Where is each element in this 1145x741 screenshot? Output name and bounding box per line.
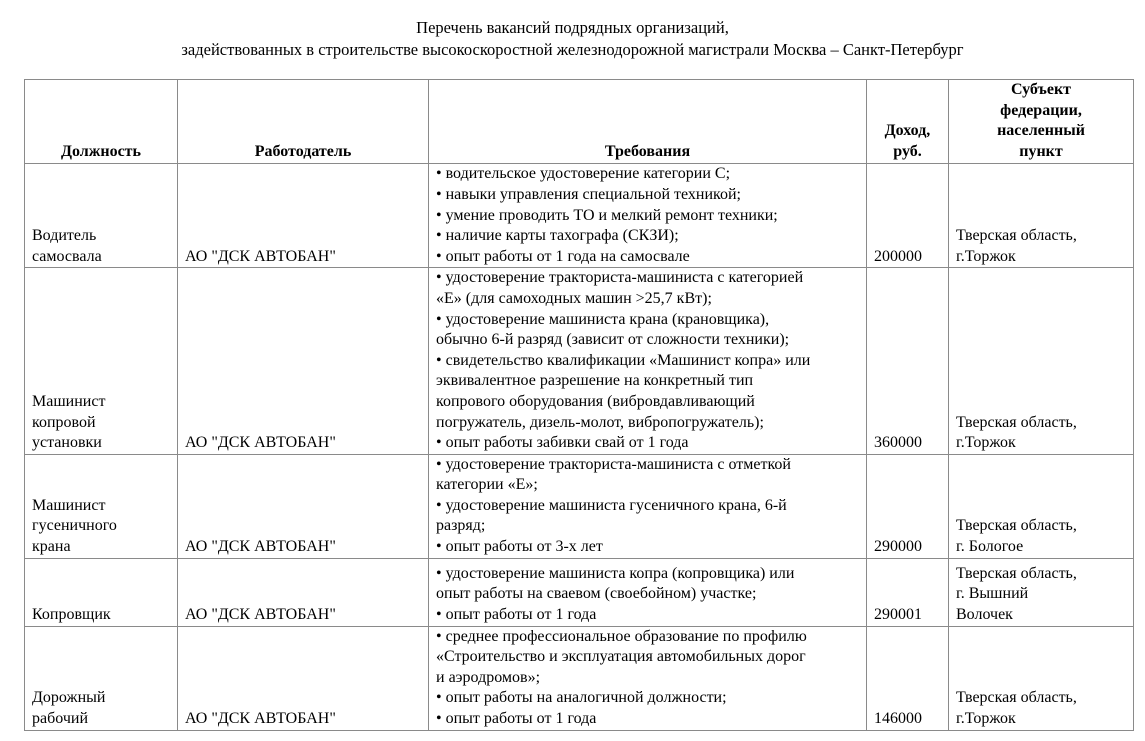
requirement-line: опыт работы на сваевом (своебойном) участке; bbox=[436, 585, 757, 603]
cell-income: 290001 bbox=[867, 558, 949, 626]
header-employer: Работодатель bbox=[178, 80, 429, 164]
requirement-line: • опыт работы забивки свай от 1 года bbox=[436, 434, 689, 452]
requirement-line: эквивалентное разрешение на конкретный тип bbox=[436, 372, 754, 390]
cell-region bbox=[949, 268, 1134, 454]
header-position: Должность bbox=[25, 80, 178, 164]
region-line: Волочек bbox=[956, 606, 1013, 624]
region-line: г. Бологое bbox=[956, 538, 1024, 556]
requirement-line: • свидетельство квалификации «Машинист копра» или bbox=[436, 351, 811, 369]
cell-employer: АО "ДСК АВТОБАН" bbox=[178, 164, 429, 268]
cell-position bbox=[25, 164, 178, 268]
document-title bbox=[0, 17, 1145, 61]
requirement-line: • опыт работы на аналогичной должности; bbox=[436, 689, 727, 707]
region-line: Тверская область, bbox=[956, 564, 1077, 582]
cell-income: 290000 bbox=[867, 454, 949, 558]
requirement-line: • среднее профессиональное образование по профилю bbox=[436, 627, 807, 645]
cell-income: 360000 bbox=[867, 268, 949, 454]
table-body bbox=[25, 164, 1134, 730]
region-line: Тверская область, bbox=[956, 689, 1077, 707]
requirement-line: • удостоверение машиниста копра (копровщика) или bbox=[436, 564, 795, 582]
region-line: г. Вышний bbox=[956, 585, 1029, 603]
table-row bbox=[25, 558, 1134, 626]
cell-position bbox=[25, 268, 178, 454]
table-row bbox=[25, 454, 1134, 558]
requirement-line: • удостоверение тракториста-машиниста с категорией bbox=[436, 269, 804, 287]
cell-employer: АО "ДСК АВТОБАН" bbox=[178, 626, 429, 730]
position-line: Дорожный bbox=[32, 689, 106, 707]
cell-requirements bbox=[429, 626, 867, 730]
requirement-line: • удостоверение тракториста-машиниста с отметкой bbox=[436, 455, 791, 473]
table-header-row bbox=[25, 80, 1134, 164]
title-line-1: Перечень вакансий подрядных организаций, bbox=[416, 18, 729, 37]
cell-region bbox=[949, 558, 1134, 626]
region-line: г.Торжок bbox=[956, 710, 1016, 728]
header-income-line: Доход, bbox=[884, 122, 931, 140]
position-line: установки bbox=[32, 434, 102, 452]
position-line: крана bbox=[32, 538, 71, 556]
requirement-line: • опыт работы от 3-х лет bbox=[436, 538, 603, 556]
cell-position bbox=[25, 454, 178, 558]
vacancies-table bbox=[24, 79, 1134, 731]
requirement-line: • навыки управления специальной техникой; bbox=[436, 185, 741, 203]
requirement-line: • умение проводить ТО и мелкий ремонт техники; bbox=[436, 206, 778, 224]
requirement-line: • опыт работы от 1 года bbox=[436, 710, 597, 728]
requirement-line: и аэродромов»; bbox=[436, 668, 541, 686]
requirement-line: «Строительство и эксплуатация автомобильных дорог bbox=[436, 648, 806, 666]
header-region-line: пункт bbox=[1019, 142, 1063, 160]
region-line: Тверская область, bbox=[956, 227, 1077, 245]
cell-requirements bbox=[429, 268, 867, 454]
position-line: рабочий bbox=[32, 710, 88, 728]
cell-income: 146000 bbox=[867, 626, 949, 730]
cell-employer: АО "ДСК АВТОБАН" bbox=[178, 454, 429, 558]
position-line: копровой bbox=[32, 413, 96, 431]
requirement-line: категории «E»; bbox=[436, 476, 538, 494]
table-row bbox=[25, 268, 1134, 454]
cell-region bbox=[949, 454, 1134, 558]
header-income bbox=[867, 80, 949, 164]
cell-position bbox=[25, 626, 178, 730]
cell-region bbox=[949, 164, 1134, 268]
region-line: Тверская область, bbox=[956, 517, 1077, 535]
header-region-line: федерации, bbox=[1000, 101, 1082, 119]
cell-region bbox=[949, 626, 1134, 730]
requirement-line: • опыт работы от 1 года bbox=[436, 606, 597, 624]
requirement-line: • удостоверение машиниста гусеничного крана, 6-й bbox=[436, 496, 787, 514]
region-line: г.Торжок bbox=[956, 247, 1016, 265]
position-line: самосвала bbox=[32, 247, 102, 265]
region-line: Тверская область, bbox=[956, 413, 1077, 431]
cell-income: 200000 bbox=[867, 164, 949, 268]
position-line: Машинист bbox=[32, 392, 106, 410]
table-row bbox=[25, 164, 1134, 268]
position-line: гусеничного bbox=[32, 517, 117, 535]
header-requirements: Требования bbox=[429, 80, 867, 164]
cell-requirements bbox=[429, 164, 867, 268]
header-region bbox=[949, 80, 1134, 164]
cell-employer: АО "ДСК АВТОБАН" bbox=[178, 268, 429, 454]
cell-requirements bbox=[429, 454, 867, 558]
requirement-line: • удостоверение машиниста крана (крановщика), bbox=[436, 310, 770, 328]
cell-position bbox=[25, 558, 178, 626]
region-line: г.Торжок bbox=[956, 434, 1016, 452]
header-region-line: населенный bbox=[997, 122, 1085, 140]
header-income-line: руб. bbox=[893, 142, 922, 160]
requirement-line: обычно 6-й разряд (зависит от сложности техники); bbox=[436, 331, 790, 349]
position-line: Водитель bbox=[32, 227, 97, 245]
requirement-line: погружатель, дизель-молот, вибропогружатель); bbox=[436, 413, 764, 431]
position-line: Копровщик bbox=[32, 606, 111, 624]
position-line: Машинист bbox=[32, 496, 106, 514]
requirement-line: • опыт работы от 1 года на самосвале bbox=[436, 247, 690, 265]
table-row bbox=[25, 626, 1134, 730]
cell-requirements bbox=[429, 558, 867, 626]
requirement-line: • наличие карты тахографа (СКЗИ); bbox=[436, 227, 679, 245]
cell-employer: АО "ДСК АВТОБАН" bbox=[178, 558, 429, 626]
requirement-line: • водительское удостоверение категории С; bbox=[436, 165, 731, 183]
requirement-line: разряд; bbox=[436, 517, 486, 535]
header-region-line: Субъект bbox=[1010, 81, 1072, 98]
title-line-2: задействованных в строительстве высокоскоростной железнодорожной магистрали Москва – Санкт-Петербург bbox=[181, 40, 964, 59]
requirement-line: копрового оборудования (вибровдавливающий bbox=[436, 392, 755, 410]
requirement-line: «E» (для самоходных машин >25,7 кВт); bbox=[436, 289, 712, 307]
